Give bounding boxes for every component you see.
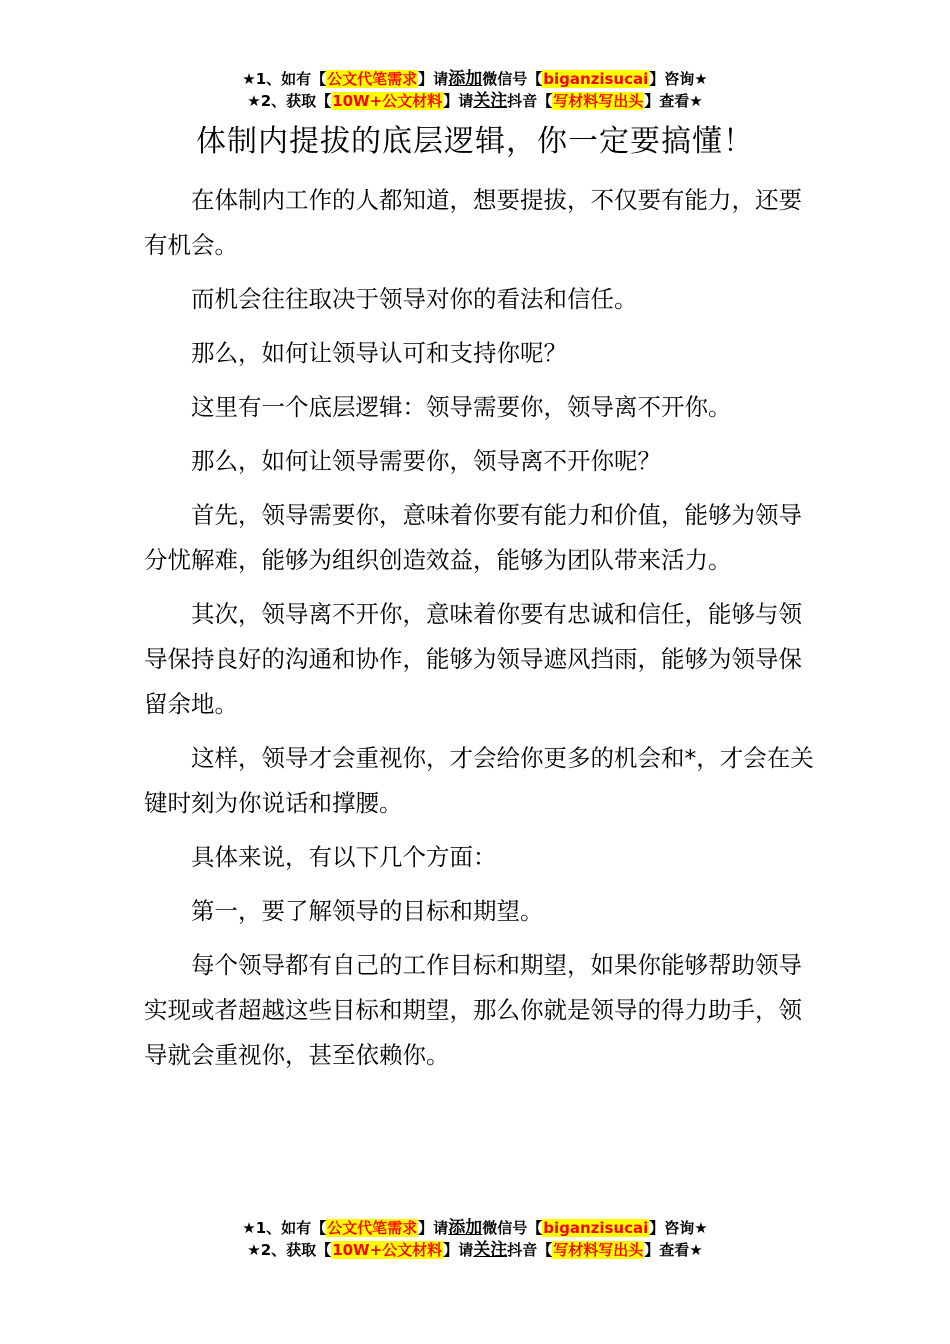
promo-line-1-highlight-wechat: biganzisucai xyxy=(543,70,649,88)
promo-footer-line-1-prefix: ★1、如有【 xyxy=(242,1219,327,1237)
promo-footer-line-2 xyxy=(0,1239,950,1261)
promo-footer-line-1-highlight-wechat: biganzisucai xyxy=(543,1219,649,1237)
promo-line-1-suffix: 】咨询★ xyxy=(649,70,708,88)
promo-footer-line-1-mid2: 微信号【 xyxy=(482,1219,543,1237)
promo-line-1-mid: 】请 xyxy=(418,70,449,88)
promo-footer-line-2-suffix: 】查看★ xyxy=(644,1241,703,1259)
promo-footer-line-2-highlight-douyin: 写材料写出头 xyxy=(553,1241,644,1259)
promo-line-1-mid2: 微信号【 xyxy=(482,70,543,88)
paragraph: 每个领导都有自己的工作目标和期望，如果你能够帮助领导实现或者超越这些目标和期望，那么你就是领导的得力助手，领导就会重视你，甚至依赖你。 xyxy=(144,951,802,1069)
promo-footer-line-2-underline: 关注 xyxy=(473,1240,508,1260)
promo-line-1-underline: 添加 xyxy=(448,69,483,89)
document-title: 体制内提拔的底层逻辑，你一定要搞懂！ xyxy=(196,124,754,159)
promo-line-2-suffix: 】查看★ xyxy=(644,92,703,110)
promo-footer-line-2-mid2: 抖音【 xyxy=(507,1241,553,1259)
paragraph: 具体来说，有以下几个方面： xyxy=(191,843,497,871)
promo-footer-line-2-highlight-materials: 10W+公文材料 xyxy=(332,1241,443,1259)
promo-line-1-prefix: ★1、如有【 xyxy=(242,70,327,88)
paragraph: 第一，要了解领导的目标和期望。 xyxy=(191,897,544,925)
promo-footer-line-1 xyxy=(0,1217,950,1239)
document-body xyxy=(144,178,814,1087)
paragraph: 那么，如何让领导需要你，领导离不开你呢？ xyxy=(191,447,661,475)
promo-line-2-mid: 】请 xyxy=(443,92,474,110)
promo-footer-line-1-mid: 】请 xyxy=(418,1219,449,1237)
paragraph: 而机会往往取决于领导对你的看法和信任。 xyxy=(191,285,638,313)
paragraph: 在体制内工作的人都知道，想要提拔，不仅要有能力，还要有机会。 xyxy=(144,186,802,259)
promo-footer-line-2-mid: 】请 xyxy=(443,1241,474,1259)
promo-line-2-mid2: 抖音【 xyxy=(507,92,553,110)
promo-line-2 xyxy=(0,90,950,112)
promo-footer-line-2-prefix: ★2、获取【 xyxy=(247,1241,332,1259)
promo-line-2-highlight-materials: 10W+公文材料 xyxy=(332,92,443,110)
paragraph: 其次，领导离不开你，意味着你要有忠诚和信任，能够与领导保持良好的沟通和协作，能够为领导遮风挡雨，能够为领导保留余地。 xyxy=(144,600,802,718)
paragraph: 这里有一个底层逻辑：领导需要你，领导离不开你。 xyxy=(191,393,732,421)
promo-footer-line-1-highlight-service: 公文代笔需求 xyxy=(327,1219,418,1237)
paragraph: 首先，领导需要你，意味着你要有能力和价值，能够为领导分忧解难，能够为组织创造效益，能够为团队带来活力。 xyxy=(144,501,802,574)
promo-line-2-prefix: ★2、获取【 xyxy=(247,92,332,110)
paragraph: 这样，领导才会重视你，才会给你更多的机会和*，才会在关键时刻为你说话和撑腰。 xyxy=(144,744,814,817)
promo-line-2-highlight-douyin: 写材料写出头 xyxy=(553,92,644,110)
promo-line-1 xyxy=(0,68,950,90)
paragraph: 那么，如何让领导认可和支持你呢？ xyxy=(191,339,567,367)
promo-line-1-highlight-service: 公文代笔需求 xyxy=(327,70,418,88)
promo-header xyxy=(0,68,950,112)
promo-footer-line-1-suffix: 】咨询★ xyxy=(649,1219,708,1237)
promo-line-2-underline: 关注 xyxy=(473,91,508,111)
promo-footer-line-1-underline: 添加 xyxy=(448,1218,483,1238)
promo-footer xyxy=(0,1217,950,1261)
